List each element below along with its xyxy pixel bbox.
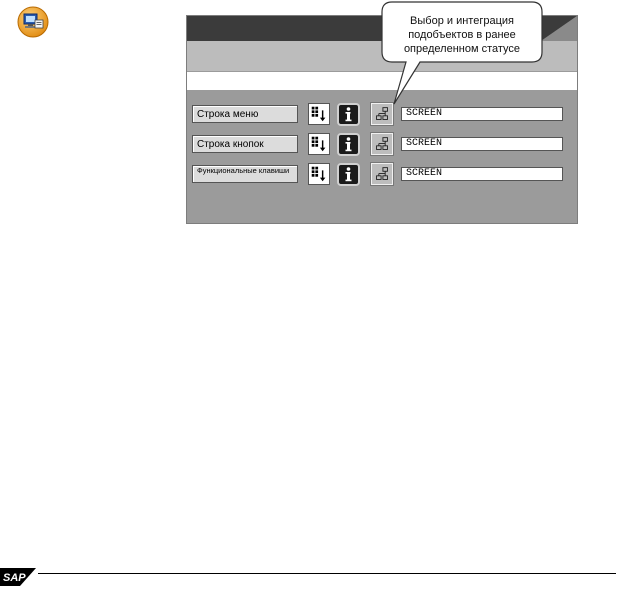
info-icon[interactable]	[337, 133, 360, 156]
row-label-function-keys[interactable]: Функциональные клавиши	[192, 165, 298, 183]
object-structure-icon[interactable]	[371, 163, 393, 185]
footer-divider	[38, 573, 616, 574]
status-field-function-keys[interactable]: SCREEN	[401, 167, 563, 181]
status-field-menu-bar[interactable]: SCREEN	[401, 107, 563, 121]
svg-text:SAP: SAP	[3, 572, 26, 584]
info-icon[interactable]	[337, 163, 360, 186]
row-label-menu-bar[interactable]: Строка меню	[192, 105, 298, 123]
window-corner	[541, 16, 577, 41]
monitor-topic-icon	[17, 6, 49, 38]
status-field-button-bar[interactable]: SCREEN	[401, 137, 563, 151]
value-list-icon[interactable]	[308, 133, 330, 155]
sap-logo	[0, 568, 36, 586]
row-label-button-bar[interactable]: Строка кнопок	[192, 135, 298, 153]
object-structure-icon[interactable]	[371, 133, 393, 155]
value-list-icon[interactable]	[308, 163, 330, 185]
callout-bubble	[380, 0, 544, 110]
info-icon[interactable]	[337, 103, 360, 126]
value-list-icon[interactable]	[308, 103, 330, 125]
callout-text: Выбор и интеграция подобъектов в ранее определенном статусе	[403, 15, 521, 55]
